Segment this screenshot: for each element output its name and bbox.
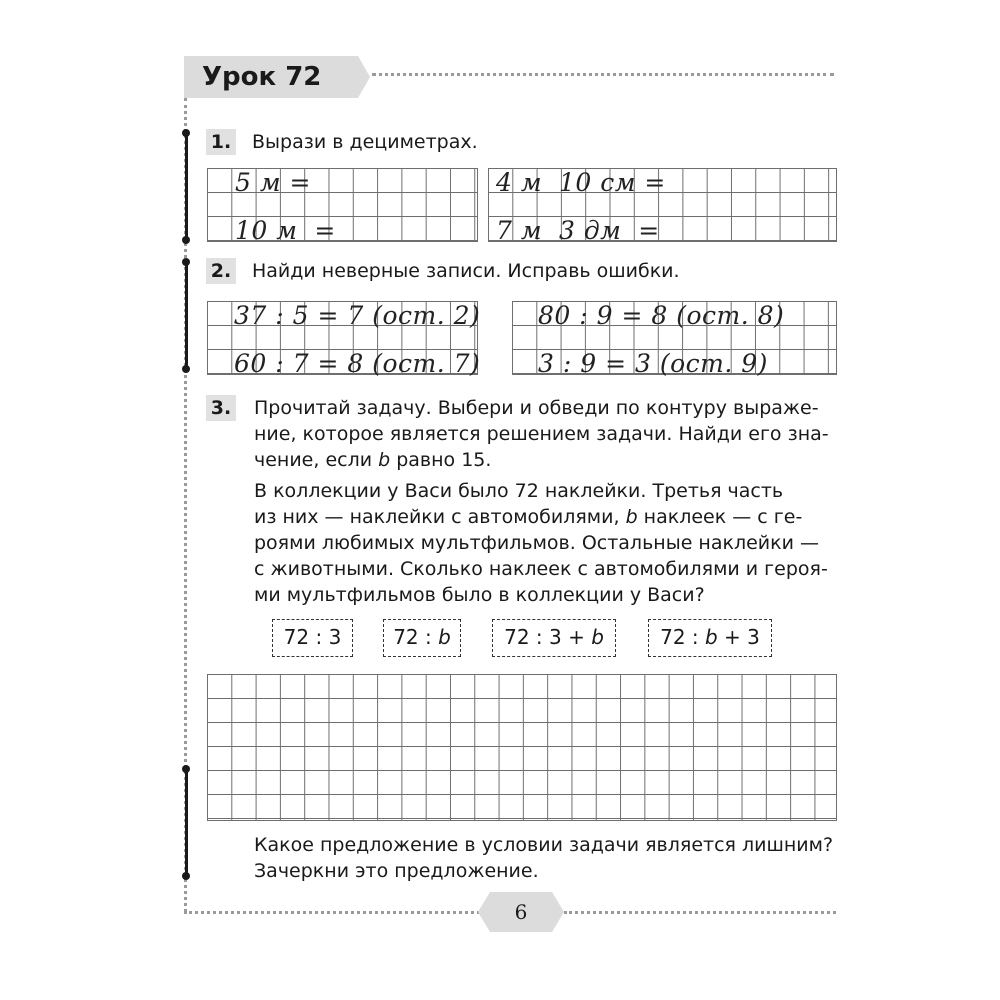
task1-bracket xyxy=(185,133,188,240)
text-line: из них — наклейки с автомобилями, b наклеек — с ге- xyxy=(254,506,803,528)
text-line: с животными. Сколько наклеек с автомобилями и героя- xyxy=(254,558,828,580)
task2-entry-2: 80 : 9 = 8 (ост. 8) xyxy=(538,301,785,330)
task1-entry-2: 4 м 10 см = xyxy=(496,168,666,197)
text-line: чение, если b равно 15. xyxy=(254,449,492,471)
bracket-dot xyxy=(182,236,190,244)
task2-entry-1: 37 : 5 = 7 (ост. 2) xyxy=(234,301,481,330)
text-line: Зачеркни это предложение. xyxy=(254,860,539,882)
bracket-dot xyxy=(182,129,190,137)
task1-entry-1: 5 м = xyxy=(235,168,311,197)
task3-number: 3. xyxy=(206,395,236,421)
bottom-dotted-rule-right xyxy=(564,911,836,914)
task3-problem xyxy=(254,478,838,608)
bottom-dotted-rule-left xyxy=(184,911,480,914)
page-number: 6 xyxy=(514,900,528,924)
text-line: Прочитай задачу. Выбери и обведи по контуру выраже- xyxy=(254,397,819,419)
expression-option-3[interactable]: 72 : 3 + b xyxy=(492,619,616,657)
task2-entry-4: 3 : 9 = 3 (ост. 9) xyxy=(538,349,768,378)
expression-option-1[interactable]: 72 : 3 xyxy=(272,619,353,657)
text-line: В коллекции у Васи было 72 наклейки. Третья часть xyxy=(254,480,784,502)
task1-instruction: Вырази в дециметрах. xyxy=(252,131,478,153)
task2-number: 2. xyxy=(206,258,236,284)
task3-instruction xyxy=(254,395,838,473)
bracket-dot xyxy=(182,872,190,880)
text-line: роями любимых мультфильмов. Остальные наклейки — xyxy=(254,532,820,554)
task2-bracket xyxy=(185,262,188,369)
top-dotted-rule xyxy=(372,73,834,76)
bracket-dot xyxy=(182,258,190,266)
task3-question xyxy=(254,832,844,884)
text-line: ми мультфильмов было в коллекции у Васи? xyxy=(254,584,705,606)
text-line: ние, которое является решением задачи. Найди его зна- xyxy=(254,423,829,445)
task2-instruction: Найди неверные записи. Исправь ошибки. xyxy=(252,260,680,282)
task3-answer-grid[interactable] xyxy=(207,674,837,821)
task1-number: 1. xyxy=(206,129,236,155)
task3-bracket xyxy=(185,769,188,876)
text-line: Какое предложение в условии задачи является лишним? xyxy=(254,834,834,856)
expression-option-4[interactable]: 72 : b + 3 xyxy=(648,619,772,657)
task2-entry-3: 60 : 7 = 8 (ост. 7) xyxy=(234,349,481,378)
bracket-dot xyxy=(182,365,190,373)
task1-entry-4: 7 м 3 дм = xyxy=(496,216,660,245)
expression-option-2[interactable]: 72 : b xyxy=(383,619,461,657)
bracket-dot xyxy=(182,765,190,773)
task1-entry-3: 10 м = xyxy=(235,216,336,245)
lesson-title: Урок 72 xyxy=(202,62,322,92)
